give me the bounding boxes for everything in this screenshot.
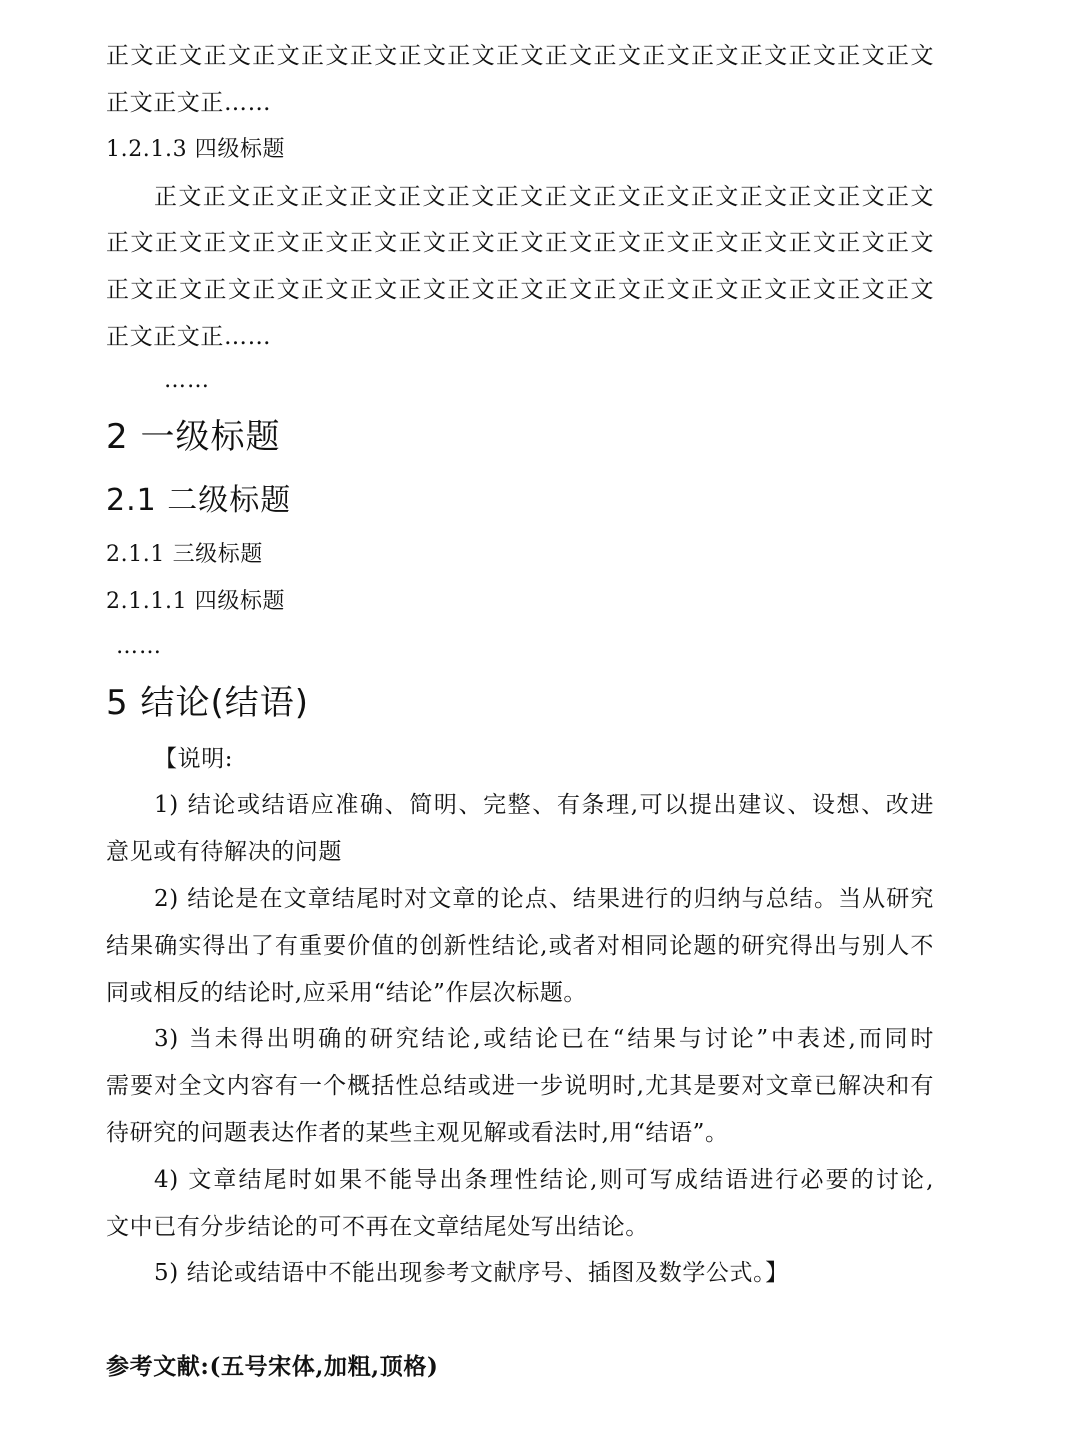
note-item-line: 待研究的问题表达作者的某些主观见解或看法时,用“结语”。	[106, 1120, 729, 1146]
note-item-line: 意见或有待解决的问题	[106, 839, 342, 865]
body-text-line: 正文正文正文正文正文正文正文正文正文正文正文正文正文正文正文正文正文	[106, 230, 934, 256]
heading-level2: 2.1 二级标题	[106, 483, 292, 518]
ellipsis: ……	[164, 368, 210, 393]
note-item-line: 需要对全文内容有一个概括性总结或进一步说明时,尤其是要对文章已解决和有	[106, 1073, 934, 1099]
body-text-line: 正文正文正……	[106, 90, 272, 116]
note-item-line: 2) 结论是在文章结尾时对文章的论点、结果进行的归纳与总结。当从研究	[154, 886, 934, 912]
note-item-line: 文中已有分步结论的可不再在文章结尾处写出结论。	[106, 1214, 649, 1240]
note-item-line: 3) 当未得出明确的研究结论,或结论已在“结果与讨论”中表述,而同时	[154, 1026, 934, 1052]
body-text-line: 正文正文正文正文正文正文正文正文正文正文正文正文正文正文正文正文正文	[106, 43, 934, 69]
body-text-line: 正文正文正……	[106, 324, 272, 350]
note-item-line: 同或相反的结论时,应采用“结论”作层次标题。	[106, 980, 588, 1006]
note-item-line: 5) 结论或结语中不能出现参考文献序号、插图及数学公式。】	[154, 1260, 789, 1286]
references-label: 参考文献:(五号宋体,加粗,顶格)	[106, 1353, 439, 1380]
body-text-line: 正文正文正文正文正文正文正文正文正文正文正文正文正文正文正文正文正文	[106, 277, 934, 303]
heading-level3: 2.1.1 三级标题	[106, 542, 263, 567]
body-text-line: 正文正文正文正文正文正文正文正文正文正文正文正文正文正文正文正文	[154, 184, 934, 210]
note-item-line: 结果确实得出了有重要价值的创新性结论,或者对相同论题的研究得出与别人不	[106, 933, 934, 959]
heading-level1: 2 一级标题	[106, 417, 281, 457]
note-item-line: 1) 结论或结语应准确、简明、完整、有条理,可以提出建议、设想、改进	[154, 792, 934, 818]
note-item-line: 4) 文章结尾时如果不能导出条理性结论,则可写成结语进行必要的讨论,	[154, 1167, 934, 1193]
heading-level4: 2.1.1.1 四级标题	[106, 589, 286, 614]
heading-level4: 1.2.1.3 四级标题	[106, 137, 286, 162]
note-label: 【说明:	[154, 746, 234, 772]
heading-conclusion: 5 结论(结语)	[106, 683, 309, 723]
ellipsis: ……	[116, 634, 162, 659]
